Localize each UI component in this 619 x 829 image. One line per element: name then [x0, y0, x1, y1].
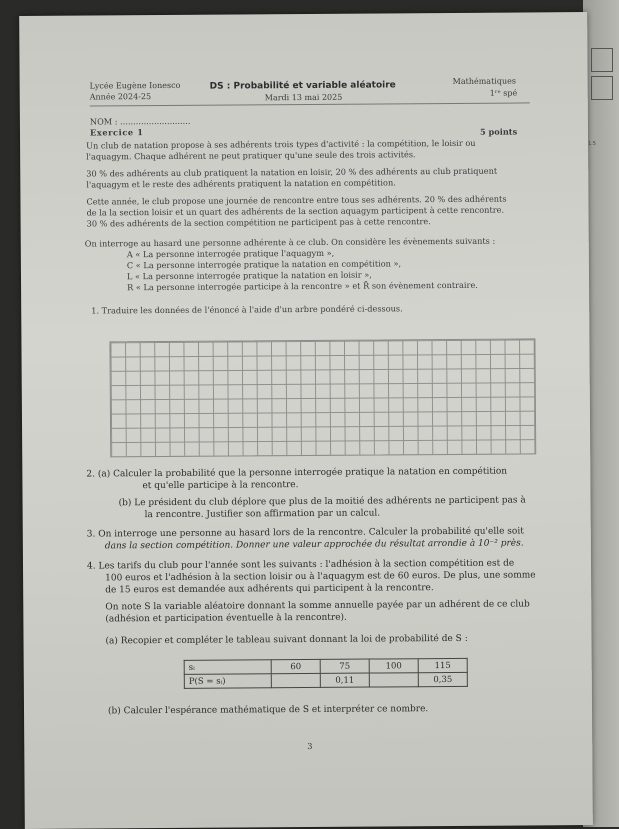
question-3: 3. On interroge une personne au hasard lors de la rencontre. Calculer la probabilité qu'elle soit [86, 526, 524, 540]
margin-note: 1.5 [588, 141, 596, 147]
event-item: A « La personne interrogée pratique l'aquagym », [126, 247, 335, 260]
table-cell [369, 673, 418, 687]
intro-line: Un club de natation propose à ses adhérents trois types d'activité : la compétition, le loisir ou [86, 137, 476, 151]
question-2b: (b) Le président du club déplore que plus de la moitié des adhérents ne participent pas à [118, 495, 526, 509]
table-cell: P(S = sᵢ) [184, 674, 271, 689]
exam-title: DS : Probabilité et variable aléatoire [209, 80, 396, 92]
exercise-title: Exercice 1 [89, 127, 144, 138]
intro-line: Cette année, le club propose une journée de rencontre entre tous ses adhérents. 20 % des adhérents [86, 193, 507, 207]
question-4-line: On note S la variable aléatoire donnant la somme annuelle payée par un adhérent de ce club [105, 599, 530, 613]
intro-line: l'aquagym et le reste des adhérents pratiquent la natation en compétition. [86, 177, 396, 190]
question-1: 1. Traduire les données de l'énoncé à l'aide d'un arbre pondéré ci-dessous. [91, 303, 403, 316]
probability-table [184, 658, 468, 689]
question-4: 4. Les tarifs du club pour l'année sont les suivants : l'adhésion à la section compétition est de [86, 558, 515, 572]
table-cell: 115 [418, 658, 467, 672]
adjacent-sheet-box [591, 48, 613, 72]
question-2a-cont: et qu'elle participe à la rencontre. [142, 480, 299, 492]
question-4b: (b) Calculer l'espérance mathématique de S et interpréter ce nombre. [107, 704, 429, 717]
exam-date: Mardi 13 mai 2025 [264, 92, 343, 103]
intro-line: 30 % des adhérents de la section compétition ne participent pas à cette rencontre. [86, 216, 431, 229]
table-cell: sᵢ [184, 660, 271, 675]
event-item: C « La personne interrogée pratique la natation en compétition », [126, 258, 402, 271]
events-intro: On interroge au hasard une personne adhérente à ce club. On considère les évènements suivants : [84, 235, 496, 249]
question-4a: (a) Recopier et compléter le tableau suivant donnant la loi de probabilité de S : [105, 633, 468, 647]
table-cell: 0,35 [418, 672, 467, 686]
exercise-points: 5 points [479, 126, 518, 137]
table-cell: 0,11 [320, 673, 369, 687]
school-name: Lycée Eugène Ionesco [89, 80, 181, 91]
school-year: Année 2024-25 [89, 92, 152, 102]
table-cell [271, 673, 320, 687]
question-4-line: (adhésion et participation éventuelle à la rencontre). [105, 612, 347, 625]
intro-line: de la la section loisir et un quart des adhérents de la section aquagym participent à cette rencontre. [86, 204, 505, 218]
page-number: 3 [307, 740, 313, 751]
event-item: L « La personne interrogée pratique la natation en loisir », [126, 269, 372, 282]
question-2b-cont: la rencontre. Justifier son affirmation par un calcul. [144, 508, 381, 521]
subject: Mathématiques [452, 76, 516, 86]
table-cell: 75 [320, 659, 369, 673]
exam-page [19, 12, 593, 829]
question-4-line: de 15 euros est demandée aux adhérents qui participent à la rencontre. [105, 583, 434, 596]
question-4-line: 100 euros et l'adhésion à la section loisir ou à l'aquagym est de 60 euros. De plus, une somme [105, 570, 536, 584]
table-row [184, 672, 467, 688]
intro-line: l'aquagym. Chaque adhérent ne peut pratiquer qu'une seule des trois activités. [86, 149, 416, 162]
header-rule [90, 102, 530, 106]
level: 1ʳᵉ spé [489, 88, 518, 98]
intro-line: 30 % des adhérents au club pratiquent la natation en loisir, 20 % des adhérents au club pratiquent [86, 165, 498, 179]
name-field: NOM : ........................... [89, 115, 191, 127]
event-item: R « La personne interrogée participe à la rencontre » et R̄ son évènement contraire. [127, 279, 478, 293]
table-cell: 60 [271, 659, 320, 673]
question-2a: 2. (a) Calculer la probabilité que la personne interrogée pratique la natation en compétition [86, 466, 508, 480]
adjacent-sheet-box [591, 76, 613, 100]
tree-answer-grid [109, 338, 536, 457]
question-3-cont: dans la section compétition. Donner une valeur approchée du résultat arrondie à 10⁻² près. [104, 538, 524, 552]
table-cell: 100 [369, 659, 418, 673]
